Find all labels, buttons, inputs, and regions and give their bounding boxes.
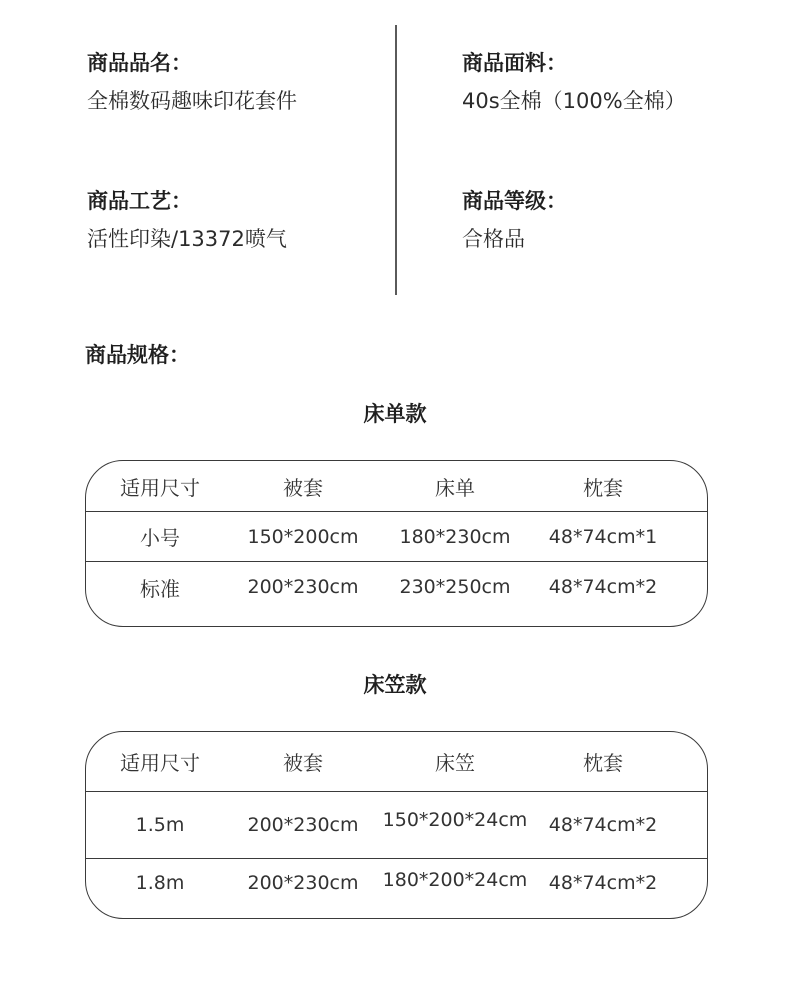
vertical-divider	[395, 25, 397, 295]
product-fabric-block	[462, 50, 686, 114]
table-header-row	[86, 732, 707, 791]
table-row	[86, 791, 707, 858]
table-row	[86, 511, 707, 561]
header-cell: 适用尺寸	[120, 751, 200, 775]
product-grade-block	[462, 188, 567, 252]
fitted-spec-table	[85, 731, 708, 919]
header-cell: 适用尺寸	[120, 475, 200, 500]
table-cell: 230*250cm	[399, 576, 511, 598]
table-cell: 150*200*24cm	[382, 809, 528, 831]
table-cell: 48*74cm*1	[548, 525, 658, 548]
table-cell: 200*230cm	[247, 872, 359, 894]
table-cell: 180*230cm	[399, 525, 511, 548]
product-fabric-label: 商品面料：	[462, 51, 567, 75]
table-cell: 小号	[140, 526, 180, 550]
header-cell: 床笠	[435, 751, 475, 775]
table-cell: 150*200cm	[247, 525, 359, 548]
table-row	[86, 858, 707, 918]
product-name-label: 商品品名：	[87, 51, 192, 75]
table-cell: 48*74cm*2	[548, 814, 658, 836]
product-name-value: 全棉数码趣味印花套件	[87, 89, 297, 113]
product-craft-label: 商品工艺：	[87, 189, 192, 213]
fitted-table-title: 床笠款	[363, 673, 427, 697]
sheet-table-title: 床单款	[363, 402, 427, 426]
product-craft-value: 活性印染/13372喷气	[87, 227, 287, 251]
table-row	[86, 561, 707, 625]
table-cell: 1.8m	[135, 872, 185, 894]
table-header-row	[86, 461, 707, 511]
table-cell: 180*200*24cm	[382, 869, 528, 891]
product-grade-label: 商品等级：	[462, 189, 567, 213]
table-cell: 标准	[140, 576, 180, 601]
header-cell: 枕套	[583, 751, 623, 775]
table-cell: 200*230cm	[247, 576, 359, 598]
product-craft-block	[87, 188, 287, 252]
table-cell: 48*74cm*2	[548, 576, 658, 598]
table-cell: 48*74cm*2	[548, 872, 658, 894]
product-fabric-value: 40s全棉（100%全棉）	[462, 89, 686, 113]
product-name-block	[87, 50, 297, 114]
product-grade-value: 合格品	[462, 227, 525, 251]
sheet-spec-table	[85, 460, 708, 627]
header-cell: 床单	[435, 475, 475, 500]
header-cell: 枕套	[583, 475, 623, 500]
header-cell: 被套	[283, 475, 323, 500]
header-cell: 被套	[283, 751, 323, 775]
spec-heading: 商品规格：	[85, 343, 190, 367]
table-cell: 1.5m	[135, 814, 185, 836]
table-cell: 200*230cm	[247, 814, 359, 836]
